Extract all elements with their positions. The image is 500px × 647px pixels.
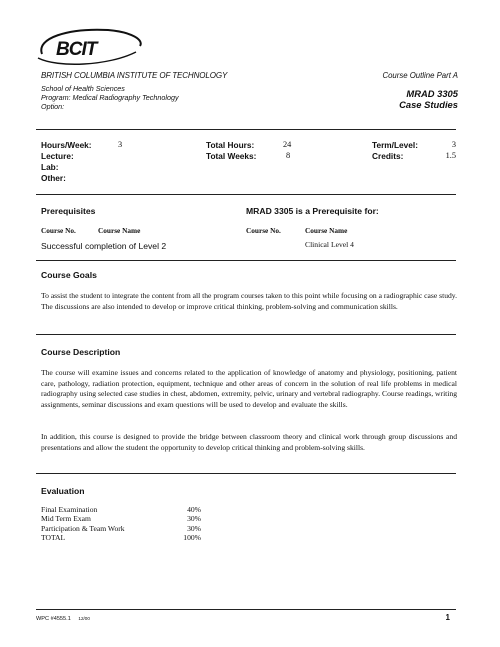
course-description-title: Course Description bbox=[41, 347, 121, 357]
eval-item: Mid Term Exam bbox=[41, 514, 91, 524]
eval-pct: 30% bbox=[187, 523, 201, 533]
hours-week-label: Hours/Week: bbox=[41, 140, 92, 150]
divider bbox=[36, 194, 456, 195]
program-name: Program: Medical Radiography Technology bbox=[41, 93, 179, 103]
eval-item: Final Examination bbox=[41, 505, 98, 514]
course-code: MRAD 3305 bbox=[406, 88, 458, 99]
page-number: 1 bbox=[445, 613, 450, 622]
table-row bbox=[41, 514, 201, 523]
bcit-logo bbox=[28, 24, 146, 70]
col-course-name: Course Name bbox=[98, 226, 141, 235]
total-hours-value: 24 bbox=[283, 140, 292, 149]
prerequisites-title: Prerequisites bbox=[41, 206, 96, 216]
table-row bbox=[41, 505, 201, 514]
eval-pct: 30% bbox=[187, 514, 201, 524]
course-description-para1: The course will examine issues and concerns related to the application of knowledge of anatomy and physiology, positioning, patient care, pathology, radiation protection, equipment, technique and other areas of concern in the solution of real life problems in medical radiography using selected case studies in chest, abdomen, extremity, pelvic, urinary and vertebral radiography. Course readings, writing assignments, seminar discussions and exam questions will be used to develop and evaluate the skills. bbox=[41, 368, 457, 409]
logo-text: BCIT bbox=[56, 39, 97, 60]
lab-label: Lab: bbox=[41, 162, 59, 172]
course-heading bbox=[399, 88, 458, 110]
prereq-entry: Successful completion of Level 2 bbox=[41, 241, 167, 251]
divider bbox=[36, 260, 456, 261]
doc-date: 12/00 bbox=[78, 616, 90, 621]
course-description-para2: In addition, this course is designed to provide the bridge between classroom theory and clinical work through group discussions and presentations and allow the student the opportunity to develop critical thinking and problem-solving skills. bbox=[41, 432, 457, 452]
option-label: Option: bbox=[41, 102, 65, 112]
term-level-value: 3 bbox=[451, 140, 456, 149]
school-block bbox=[41, 84, 179, 112]
term-level-label: Term/Level: bbox=[372, 140, 418, 150]
divider bbox=[36, 334, 456, 335]
course-goals-text: To assist the student to integrate the content from all the program courses taken to this point while focusing on a radiographic case study. The discussions are also intended to develop or improve critical thinking, problem-solving and communication skills. bbox=[41, 291, 457, 311]
col-course-no: Course No. bbox=[41, 226, 76, 235]
course-title: Case Studies bbox=[399, 99, 458, 110]
eval-pct: 100% bbox=[183, 533, 201, 543]
doc-id: WPC #4555.1 bbox=[36, 616, 71, 622]
eval-item: Participation & Team Work bbox=[41, 523, 125, 533]
total-hours-label: Total Hours: bbox=[206, 140, 255, 150]
total-weeks-value: 8 bbox=[286, 151, 291, 160]
table-row bbox=[41, 533, 201, 542]
other-label: Other: bbox=[41, 173, 66, 183]
evaluation-title: Evaluation bbox=[41, 486, 85, 496]
hours-week-value: 3 bbox=[118, 140, 123, 149]
footer-doc-id bbox=[36, 616, 90, 622]
prereq-for-entry: Clinical Level 4 bbox=[305, 240, 354, 249]
credits-value: 1.5 bbox=[445, 151, 456, 160]
eval-pct: 40% bbox=[187, 505, 201, 514]
eval-item: TOTAL bbox=[41, 533, 66, 543]
divider bbox=[36, 129, 456, 130]
col-course-no-2: Course No. bbox=[246, 226, 281, 235]
school-name: School of Health Sciences bbox=[41, 84, 125, 93]
table-row bbox=[41, 524, 201, 533]
evaluation-table bbox=[41, 505, 201, 543]
course-goals-title: Course Goals bbox=[41, 270, 97, 280]
is-prereq-title: MRAD 3305 is a Prerequisite for: bbox=[246, 206, 379, 216]
outline-label: Course Outline Part A bbox=[382, 71, 458, 80]
col-course-name-2: Course Name bbox=[305, 226, 348, 235]
institute-name: BRITISH COLUMBIA INSTITUTE OF TECHNOLOGY bbox=[41, 71, 228, 80]
credits-label: Credits: bbox=[372, 151, 404, 161]
total-weeks-label: Total Weeks: bbox=[206, 151, 257, 161]
divider bbox=[36, 473, 456, 474]
footer-divider bbox=[36, 609, 456, 610]
lecture-label: Lecture: bbox=[41, 151, 74, 161]
